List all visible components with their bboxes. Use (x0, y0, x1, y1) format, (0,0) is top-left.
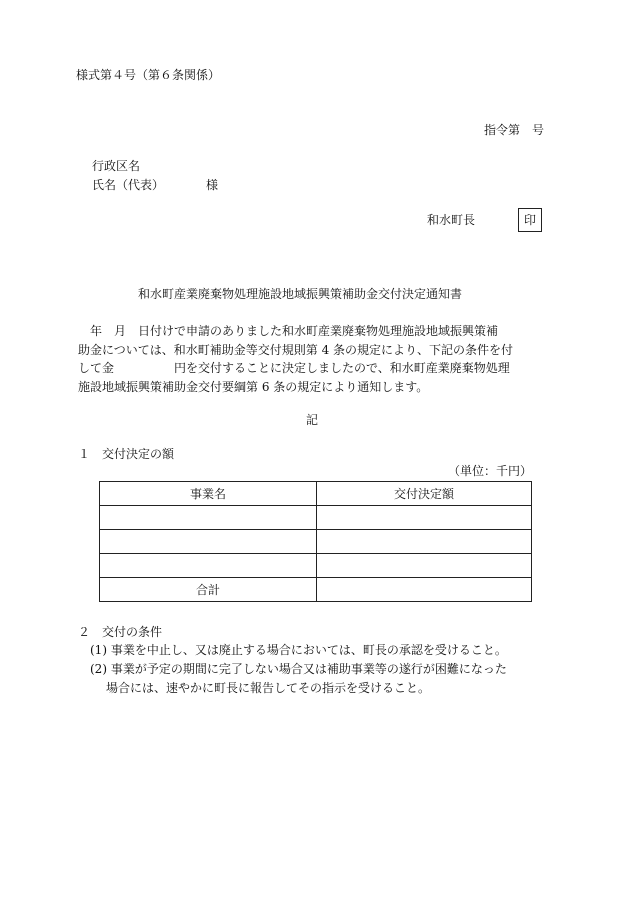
section1-heading: １ 交付決定の額 (78, 447, 175, 461)
cell-decided-amount (317, 554, 532, 578)
total-label: 合計 (100, 578, 317, 602)
table-row (100, 506, 532, 530)
recipient-name: 氏名（代表） 様 (92, 178, 219, 192)
table-total-row (100, 578, 532, 602)
recipient-district: 行政区名 (92, 159, 141, 173)
table-header-row (100, 482, 532, 506)
amount-table (99, 481, 532, 602)
body-line: 助金については、和水町補助金等交付規則第 4 条の規定により、下記の条件を付 (78, 342, 514, 357)
seal-box: 印 (518, 208, 542, 232)
cell-project-name (100, 530, 317, 554)
condition-2-continued: 場合には、速やかに町長に報告してその指示を受けること。 (106, 681, 431, 695)
order-number: 指令第 号 (484, 123, 545, 137)
table-row (100, 530, 532, 554)
condition-1: (1) 事業を中止し、又は廃止する場合においては、町長の承認を受けること。 (90, 643, 507, 657)
unit-label: （単位：千円） (448, 464, 533, 478)
body-line: して金 円を交付することに決定しましたので、和水町産業廃棄物処理 (78, 361, 510, 375)
body-paragraph (78, 322, 548, 396)
condition-2: (2) 事業が予定の期間に完了しない場合又は補助事業等の遂行が困難になった (90, 662, 507, 676)
document-title: 和水町産業廃棄物処理施設地域振興策補助金交付決定通知書 (138, 287, 463, 301)
header-decided-amount: 交付決定額 (317, 482, 532, 506)
cell-project-name (100, 506, 317, 530)
cell-decided-amount (317, 530, 532, 554)
form-label: 様式第４号（第６条関係） (76, 68, 221, 82)
body-line: 年 月 日付けで申請のありました和水町産業廃棄物処理施設地域振興策補 (78, 324, 499, 338)
ki-heading: 記 (306, 413, 319, 427)
cell-project-name (100, 554, 317, 578)
issuer: 和水町長 (427, 213, 476, 227)
header-project-name: 事業名 (100, 482, 317, 506)
cell-decided-amount (317, 506, 532, 530)
table-row (100, 554, 532, 578)
body-line: 施設地域振興策補助金交付要綱第 6 条の規定により通知します。 (78, 379, 429, 394)
total-value (317, 578, 532, 602)
section2-heading: ２ 交付の条件 (78, 625, 163, 639)
